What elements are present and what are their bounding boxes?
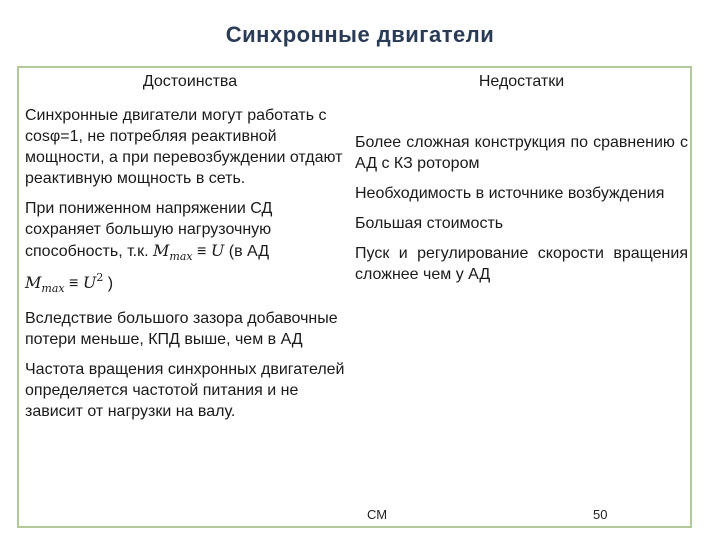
formula-subscript: max	[169, 250, 193, 263]
disadvantages-column	[355, 68, 692, 294]
disadvantage-item-4: Пуск и регулирование скорости вращения сложнее чем у АД	[355, 245, 688, 283]
formula-superscript-ad: 2	[96, 271, 104, 284]
formula-u: U	[210, 241, 225, 260]
disadvantages-header: Недостатки	[478, 73, 565, 90]
formula-m-max-ad: M	[25, 273, 42, 292]
spacer	[355, 105, 688, 132]
formula-equiv-ad: ≡	[69, 275, 79, 292]
formula-equiv: ≡	[197, 243, 207, 260]
disadvantage-item-1: Более сложная конструкция по сравнению с АД с КЗ ротором	[355, 134, 688, 172]
advantages-header: Достоинства	[142, 73, 238, 90]
formula-subscript-ad: max	[41, 282, 65, 295]
formula-u-ad: U	[82, 273, 97, 292]
comparison-table	[17, 66, 692, 528]
footer-label: СМ	[367, 507, 388, 522]
advantage-item-2	[25, 198, 349, 299]
advantage-2-text: При пониженном напряжении СД сохраняет большую нагрузочную способность, т.к.	[25, 200, 273, 260]
advantages-column	[19, 68, 349, 431]
advantage-2-closing: )	[107, 275, 114, 292]
formula-m-max: M	[153, 241, 170, 260]
advantage-item-3: Вследствие большого зазора добавочные потери меньше, КПД выше, чем в АД	[25, 310, 338, 348]
advantage-item-1: Синхронные двигатели могут работать с cosφ=1, не потребляя реактивной мощности, а при перевозбуждении отдают реактивную мощность в сеть.	[25, 107, 343, 187]
advantage-2-mid-text: (в АД	[228, 243, 270, 260]
disadvantage-item-3: Большая стоимость	[355, 215, 504, 232]
disadvantage-item-2: Необходимость в источнике возбуждения	[355, 185, 665, 202]
slide-title: Синхронные двигатели	[225, 22, 495, 47]
page-number: 50	[593, 507, 608, 522]
advantage-item-4: Частота вращения синхронных двигателей определяется частотой питания и не зависит от нагрузки на валу.	[25, 361, 345, 420]
